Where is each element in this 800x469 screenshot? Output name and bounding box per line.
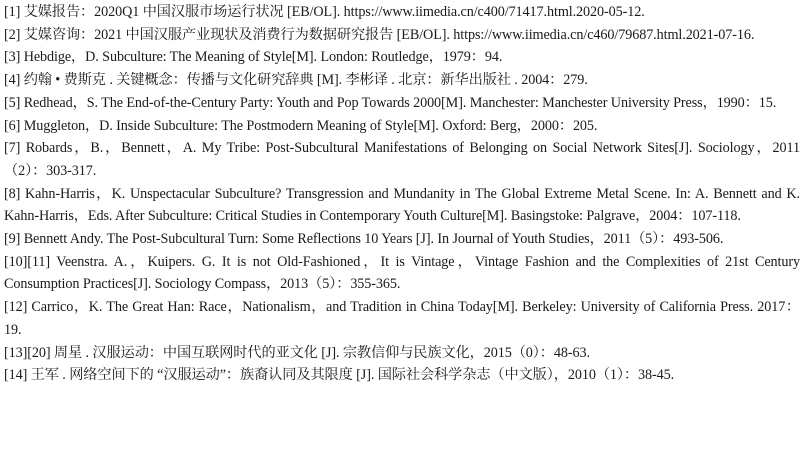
reference-entry: [7] Robards，B.，Bennett，A. My Tribe: Post-Subcultural Manifestations of Belonging on Social Network Sites[J]. Sociology，2011（2）：303-317. bbox=[4, 140, 800, 179]
reference-entry: [2] 艾媒咨询：2021 中国汉服产业现状及消费行为数据研究报告 [EB/OL]. https://www.iimedia.cn/c460/79687.html.2021-07-16. bbox=[4, 26, 755, 43]
reference-entry: [5] Redhead，S. The End-of-the-Century Party: Youth and Pop Towards 2000[M]. Manchester: Manchester University Press，1990：15. bbox=[4, 94, 777, 111]
reference-entry: [10][11] Veenstra. A.，Kuipers. G. It is not Old-Fashioned，It is Vintage，Vintage Fashion and the Complexities of 21st Century Consumption Practices[J]. Sociology Compass，2013（5）：355-365. bbox=[4, 253, 800, 293]
reference-entry: [14] 王军 . 网络空间下的 “汉服运动”：族裔认同及其限度 [J]. 国际社会科学杂志（中文版），2010（1）：38-45. bbox=[4, 367, 675, 384]
reference-entry: [4] 约翰 • 费斯克 . 关键概念：传播与文化研究辞典 [M]. 李彬译 . 北京：新华出版社 . 2004：279. bbox=[4, 72, 588, 89]
reference-entry: [9] Bennett Andy. The Post-Subcultural Turn: Some Reflections 10 Years [J]. In Journal of Youth Studies，2011（5）：493-506. bbox=[4, 231, 724, 248]
reference-entry: [3] Hebdige，D. Subculture: The Meaning of Style[M]. London: Routledge，1979：94. bbox=[4, 49, 503, 66]
reference-entry: [6] Muggleton，D. Inside Subculture: The Postmodern Meaning of Style[M]. Oxford: Berg，2000：205. bbox=[4, 117, 598, 134]
reference-entry: [8] Kahn-Harris，K. Unspectacular Subculture? Transgression and Mundanity in The Global Extreme Metal Scene. In: A. Bennett and K. Kahn-Harris，Eds. After Subculture: Critical Studies in Contemporary Youth Culture[M]. Basingstoke: Palgrave，2004：107-118. bbox=[4, 185, 800, 225]
reference-entry: [1] 艾媒报告：2020Q1 中国汉服市场运行状况 [EB/OL]. https://www.iimedia.cn/c400/71417.html.2020-05-12. bbox=[4, 4, 645, 20]
reference-entry: [13][20] 周星 . 汉服运动：中国互联网时代的亚文化 [J]. 宗教信仰与民族文化，2015（0）：48-63. bbox=[4, 344, 590, 361]
reference-entry: [12] Carrico，K. The Great Han: Race，Nationalism，and Tradition in China Today[M]. Berkeley: University of California Press. 2017：19. bbox=[4, 299, 800, 338]
